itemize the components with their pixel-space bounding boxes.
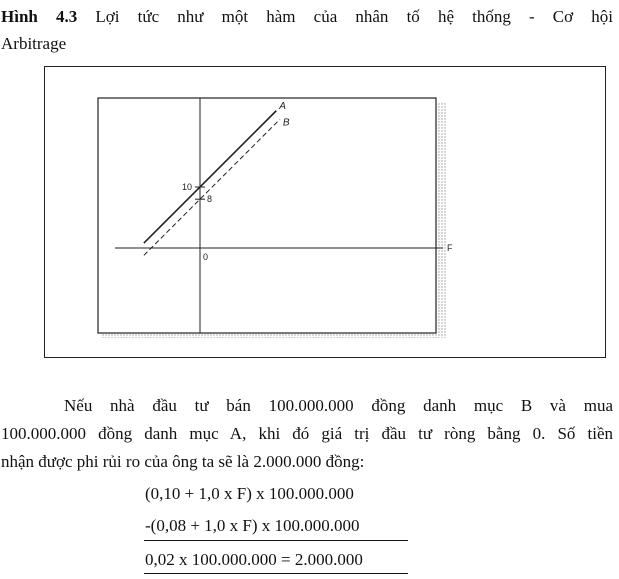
figure-caption — [1, 4, 613, 29]
origin-label: 0 — [203, 252, 209, 262]
equation-line-1: (0,10 + 1,0 x F) x 100.000.000 — [145, 484, 354, 503]
figure-number: Hình 4.3 — [1, 7, 78, 26]
figure-title-part1: Lợi tức như một hàm của nhân tố hệ thống - Cơ hội — [77, 7, 614, 26]
x-axis-label: F — [447, 243, 453, 253]
y-tick-label-10: 10 — [182, 182, 193, 192]
body-paragraph — [1, 392, 613, 476]
paragraph-line-3: nhận được phi rủi ro của ông ta sẽ là 2.000.000 đồng: — [1, 452, 365, 471]
paragraph-line-2: 100.000.000 đồng danh mục A, khi đó giá trị đầu tư ròng bằng 0. Số tiền — [1, 424, 613, 443]
equation-line-2: -(0,08 + 1,0 x F) x 100.000.000 — [145, 516, 360, 535]
equation-underline-1 — [144, 540, 408, 541]
paragraph-line-1: Nếu nhà đầu tư bán 100.000.000 đồng danh mục B và mua — [64, 396, 613, 415]
plot-area — [98, 98, 436, 333]
figure-frame — [44, 66, 606, 358]
series-label-B: B — [282, 117, 290, 129]
y-tick-label-8: 8 — [207, 194, 213, 205]
equation-line-3: 0,02 x 100.000.000 = 2.000.000 — [145, 550, 363, 569]
series-label-A: A — [279, 100, 286, 112]
equation-underline-2 — [144, 573, 408, 574]
chart-svg — [45, 67, 607, 359]
figure-title-part2: Arbitrage — [1, 34, 67, 53]
